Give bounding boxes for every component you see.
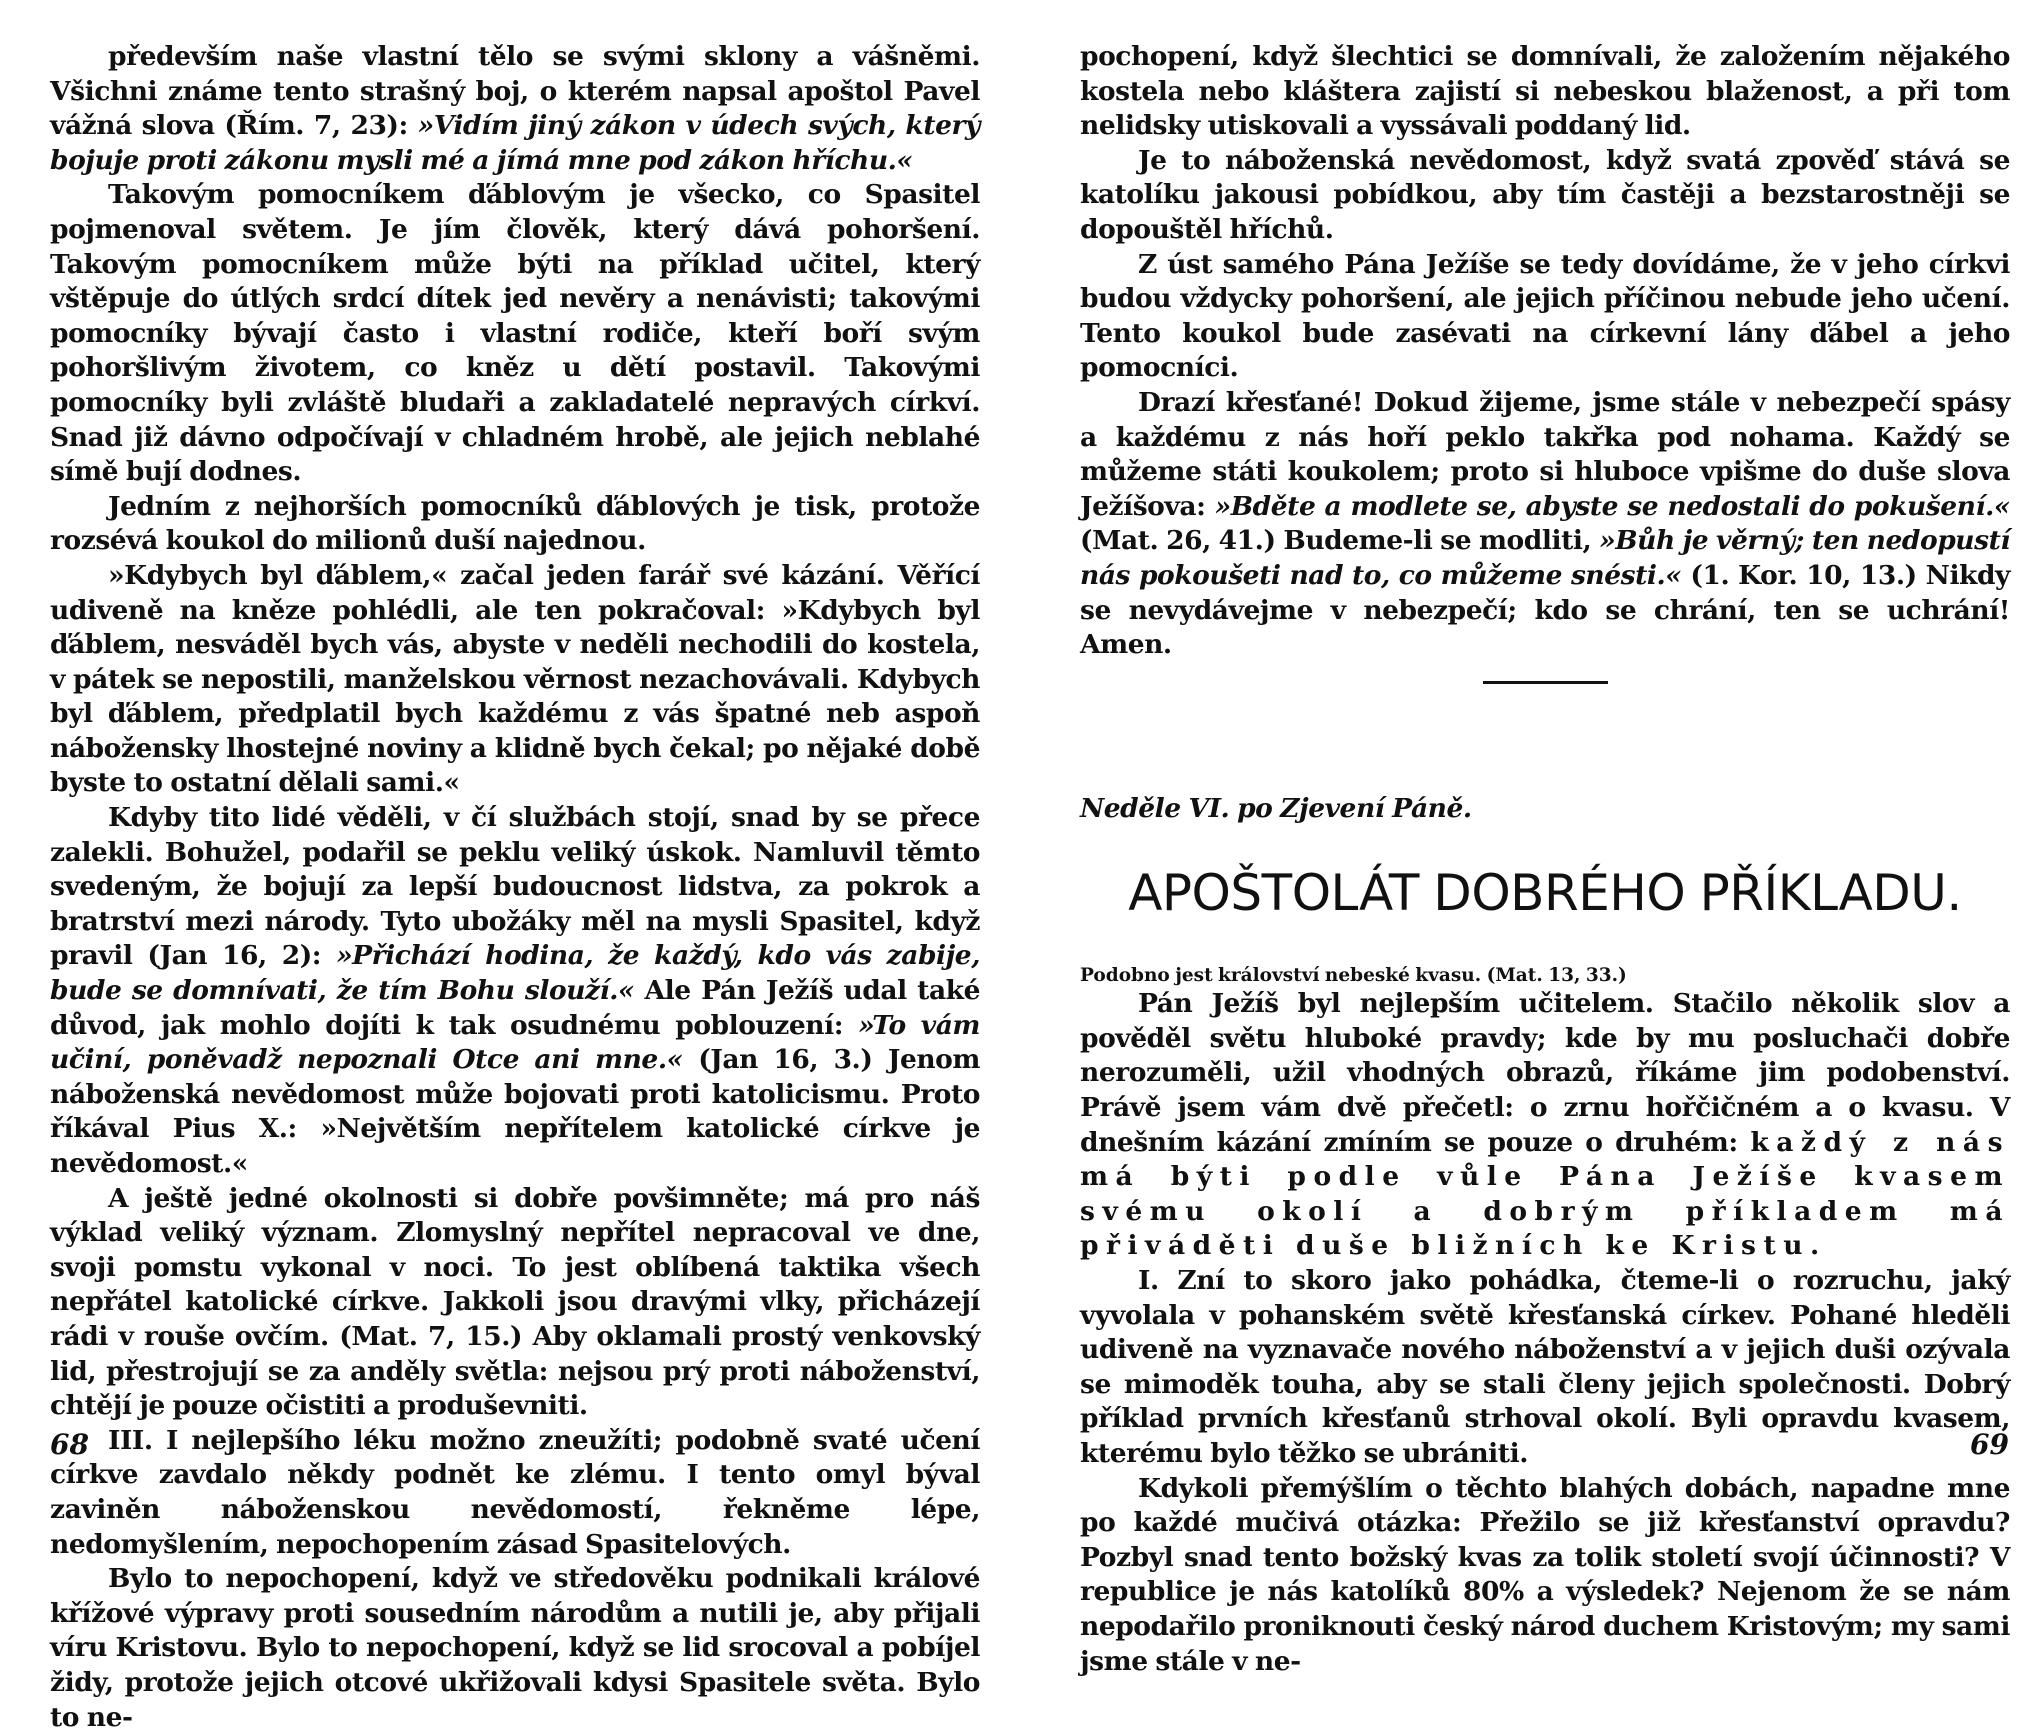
left-page [50, 40, 980, 1735]
text-run: Jedním z nejhorších pomocníků ďáblových je tisk, protože rozsévá koukol do milionů duší najednou. [50, 490, 980, 557]
text-run: Kdyby tito lidé věděli, v čí službách stojí, snad by se přece zalekli. Bohužel, podařil se peklu veliký úskok. Namluvil těmto svedeným, že bojují za lepší budoucnost lidstva, za pokrok a bratrství mezi národy. Tyto ubožáky měl na mysli Spasitel, když pravil (Jan 16, 2): [50, 802, 980, 972]
paragraph [50, 40, 980, 178]
paragraph [50, 1562, 980, 1735]
text-run: Takovým pomocníkem ďáblovým je všecko, co Spasitel pojmenoval světem. Je jím člověk, který dává pohoršení. Takovým pomocníkem může býti na příklad učitel, který vštěpuje do útlých srdcí dítek jed nevěry a nenávisti; takovými pomocníky bývají často i vlastní rodiče, kteří boří svým pohoršlivým životem, co kněz u dětí postavil. Takovými pomocníky byli zvláště bludaři a zakladatelé nepravých církví. Snad již dávno odpočívají v chladném hrobě, ale jejich neblahé símě bují dodnes. [50, 179, 980, 488]
paragraph [1080, 144, 2010, 248]
paragraph [1080, 987, 2010, 1264]
paragraph [1080, 386, 2010, 663]
paragraph [50, 559, 980, 801]
quotation: »To vám učiní, poněvadž nepoznali Otce ani mne.« [50, 1009, 980, 1076]
paragraph [1080, 40, 2010, 144]
paragraph [50, 178, 980, 489]
paragraph [50, 1182, 980, 1424]
quotation: »Vidím jiný zákon v údech svých, který bojuje proti zákonu mysli mé a jímá mne pod zákon hříchu.« [50, 110, 980, 176]
section-heading: Neděle VI. po Zjevení Páně. [1080, 792, 1472, 824]
text-run: »Kdybych byl ďáblem,« začal jeden farář své kázání. Věřící udiveně na kněze pohlédli, ale ten pokračoval: »Kdybych byl ďáblem, nesváděl bych vás, abyste v neděli nechodili do kostela, v pátek se nepostili, manželskou věrnost nezachovávali. Kdybych byl ďáblem, předplatil bych každému z vás špatné neb aspoň nábožensky lhostejné noviny a klidně bych čekal; po nějaké době byste to ostatní dělali sami.« [50, 559, 980, 799]
quotation: »Bděte a modlete se, abyste se nedostali do pokušení.« [1214, 490, 2010, 522]
section-divider [1483, 681, 1608, 684]
paragraph [50, 801, 980, 1182]
text-run: III. I nejlepšího léku možno zneužíti; podobně svaté učení církve zavdalo někdy podnět ke zlému. I tento omyl býval zaviněn náboženskou nevědomostí, řekněme lépe, nedomyšlením, nepochopením zásad Spasitelových. [50, 1424, 980, 1560]
emphasized-text: každý z nás má býti podle vůle Pána Ježíše kvasem svému okolí a dobrým příkladem má přiváděti duše bližních ke Kristu. [1080, 1126, 2010, 1262]
text-run: Pán Ježíš byl nejlepším učitelem. Stačilo několik slov a pověděl světu hluboké pravdy; kde by mu posluchači dobře nerozuměli, užil vhodných obrazů, říkáme jim podobenství. Právě jsem vám dvě přečetl: o zrnu hořčičném a o kvasu. V dnešním kázání zmíním se pouze o druhém: [1080, 988, 2010, 1158]
text-run: A ještě jedné okolnosti si dobře povšimněte; má pro náš výklad veliký význam. Zlomyslný nepřítel nepracoval ve dne, svoji pomstu vykonal v noci. To jest oblíbená taktika všech nepřátel katolické církve. Jakkoli jsou dravými vlky, přicházejí rádi v rouše ovčím. (Mat. 7, 15.) Aby oklamali prostý venkovský lid, přestrojují se za anděly světla: nejsou prý proti náboženství, chtějí je pouze očistiti a produševniti. [50, 1182, 980, 1422]
sermon-body [1080, 987, 2010, 1679]
paragraph [1080, 248, 2010, 386]
previous-sermon-ending [1080, 40, 2010, 663]
left-page-body [50, 40, 980, 1735]
text-run: (Jan 16, 3.) Jenom náboženská nevědomost může bojovati proti katolicismu. Proto říkával Pius X.: »Největším nepřítelem katolické církve je nevědomost.« [50, 1044, 980, 1179]
sermon-title: APOŠTOLÁT DOBRÉHO PŘÍKLADU. [1128, 864, 1962, 923]
text-run: především naše vlastní tělo se svými sklony a vášněmi. Všichni známe tento strašný boj, o kterém napsal apoštol Pavel vážná slova (Řím. 7, 23): [50, 41, 980, 142]
text-run: (1. Kor. 10, 13.) Nikdy se nevydávejme v nebezpečí; kdo se chrání, ten se uchrání! Amen. [1080, 559, 2010, 661]
sermon-motto: Podobno jest království nebeské kvasu. (Mat. 13, 33.) [1080, 965, 1627, 987]
text-run: Drazí křesťané! Dokud žijeme, jsme stále v nebezpečí spásy a každému z nás hoří peklo takřka pod nohama. Každý se můžeme státi koukolem; proto si hluboce vpišme do duše slova Ježíšova: [1080, 386, 2010, 522]
text-run: (Mat. 26, 41.) Budeme-li se modliti, [1080, 525, 1600, 557]
text-run: pochopení, když šlechtici se domnívali, že založením nějakého kostela nebo kláštera zajistí si nebeskou blaženost, a při tom nelidsky utiskovali a vyssávali poddaný lid. [1080, 41, 2010, 142]
quotation: »Přichází hodina, že každý, kdo vás zabije, bude se domnívati, že tím Bohu slouží.« [50, 940, 980, 1007]
text-run: I. Zní to skoro jako pohádka, čteme-li o rozruchu, jaký vyvolala v pohanském světě křesťanská církev. Pohané hleděli udiveně na vyznavače nového náboženství a v jejich duši ozývala se mimoděk touha, aby se stali členy jejich společnosti. Dobrý příklad prvních křesťanů strhoval okolí. Byli opravdu kvasem, kterému bylo těžko se ubrániti. [1080, 1265, 2010, 1469]
paragraph [1080, 1264, 2010, 1472]
text-run: Ale Pán Ježíš udal také důvod, jak mohlo dojíti k tak osudnému poblouzení: [50, 975, 980, 1041]
page-number-right: 69 [1970, 1428, 2009, 1461]
text-run: Je to náboženská nevědomost, když svatá zpověď stává se katolíku jakousi pobídkou, aby tím častěji a bezstarostněji se dopouštěl hříchů. [1080, 144, 2010, 245]
text-run: Kdykoli přemýšlím o těchto blahých dobách, napadne mne po každé mučivá otázka: Přežilo se již křesťanství opravdu? Pozbyl snad tento božský kvas za tolik století svojí účinnosti? V republice je nás katolíků 80% a výsledek? Nejenom že se nám nepodařilo proniknouti český národ duchem Kristovým; my sami jsme stále v ne- [1080, 1472, 2010, 1677]
paragraph [50, 490, 980, 559]
paragraph [50, 1424, 980, 1562]
quotation: »Bůh je věrný; ten nedopustí nás pokoušeti nad to, co můžeme snésti.« [1080, 525, 2010, 591]
text-run: Z úst samého Pána Ježíše se tedy dovídáme, že v jeho církvi budou vždycky pohoršení, ale jejich příčinou nebude jeho učení. Tento koukol bude zasévati na církevní lány ďábel a jeho pomocníci. [1080, 248, 2010, 384]
paragraph [1080, 1472, 2010, 1680]
right-page [1080, 40, 2010, 1679]
text-run: Bylo to nepochopení, když ve středověku podnikali králové křížové výpravy proti sousedním národům a nutili je, aby přijali víru Kristovu. Bylo to nepochopení, když se lid srocoval a pobíjel židy, protože jejich otcové ukřižovali kdysi Spasitele světa. Bylo to ne- [50, 1563, 980, 1733]
page-number-left: 68 [50, 1428, 89, 1461]
